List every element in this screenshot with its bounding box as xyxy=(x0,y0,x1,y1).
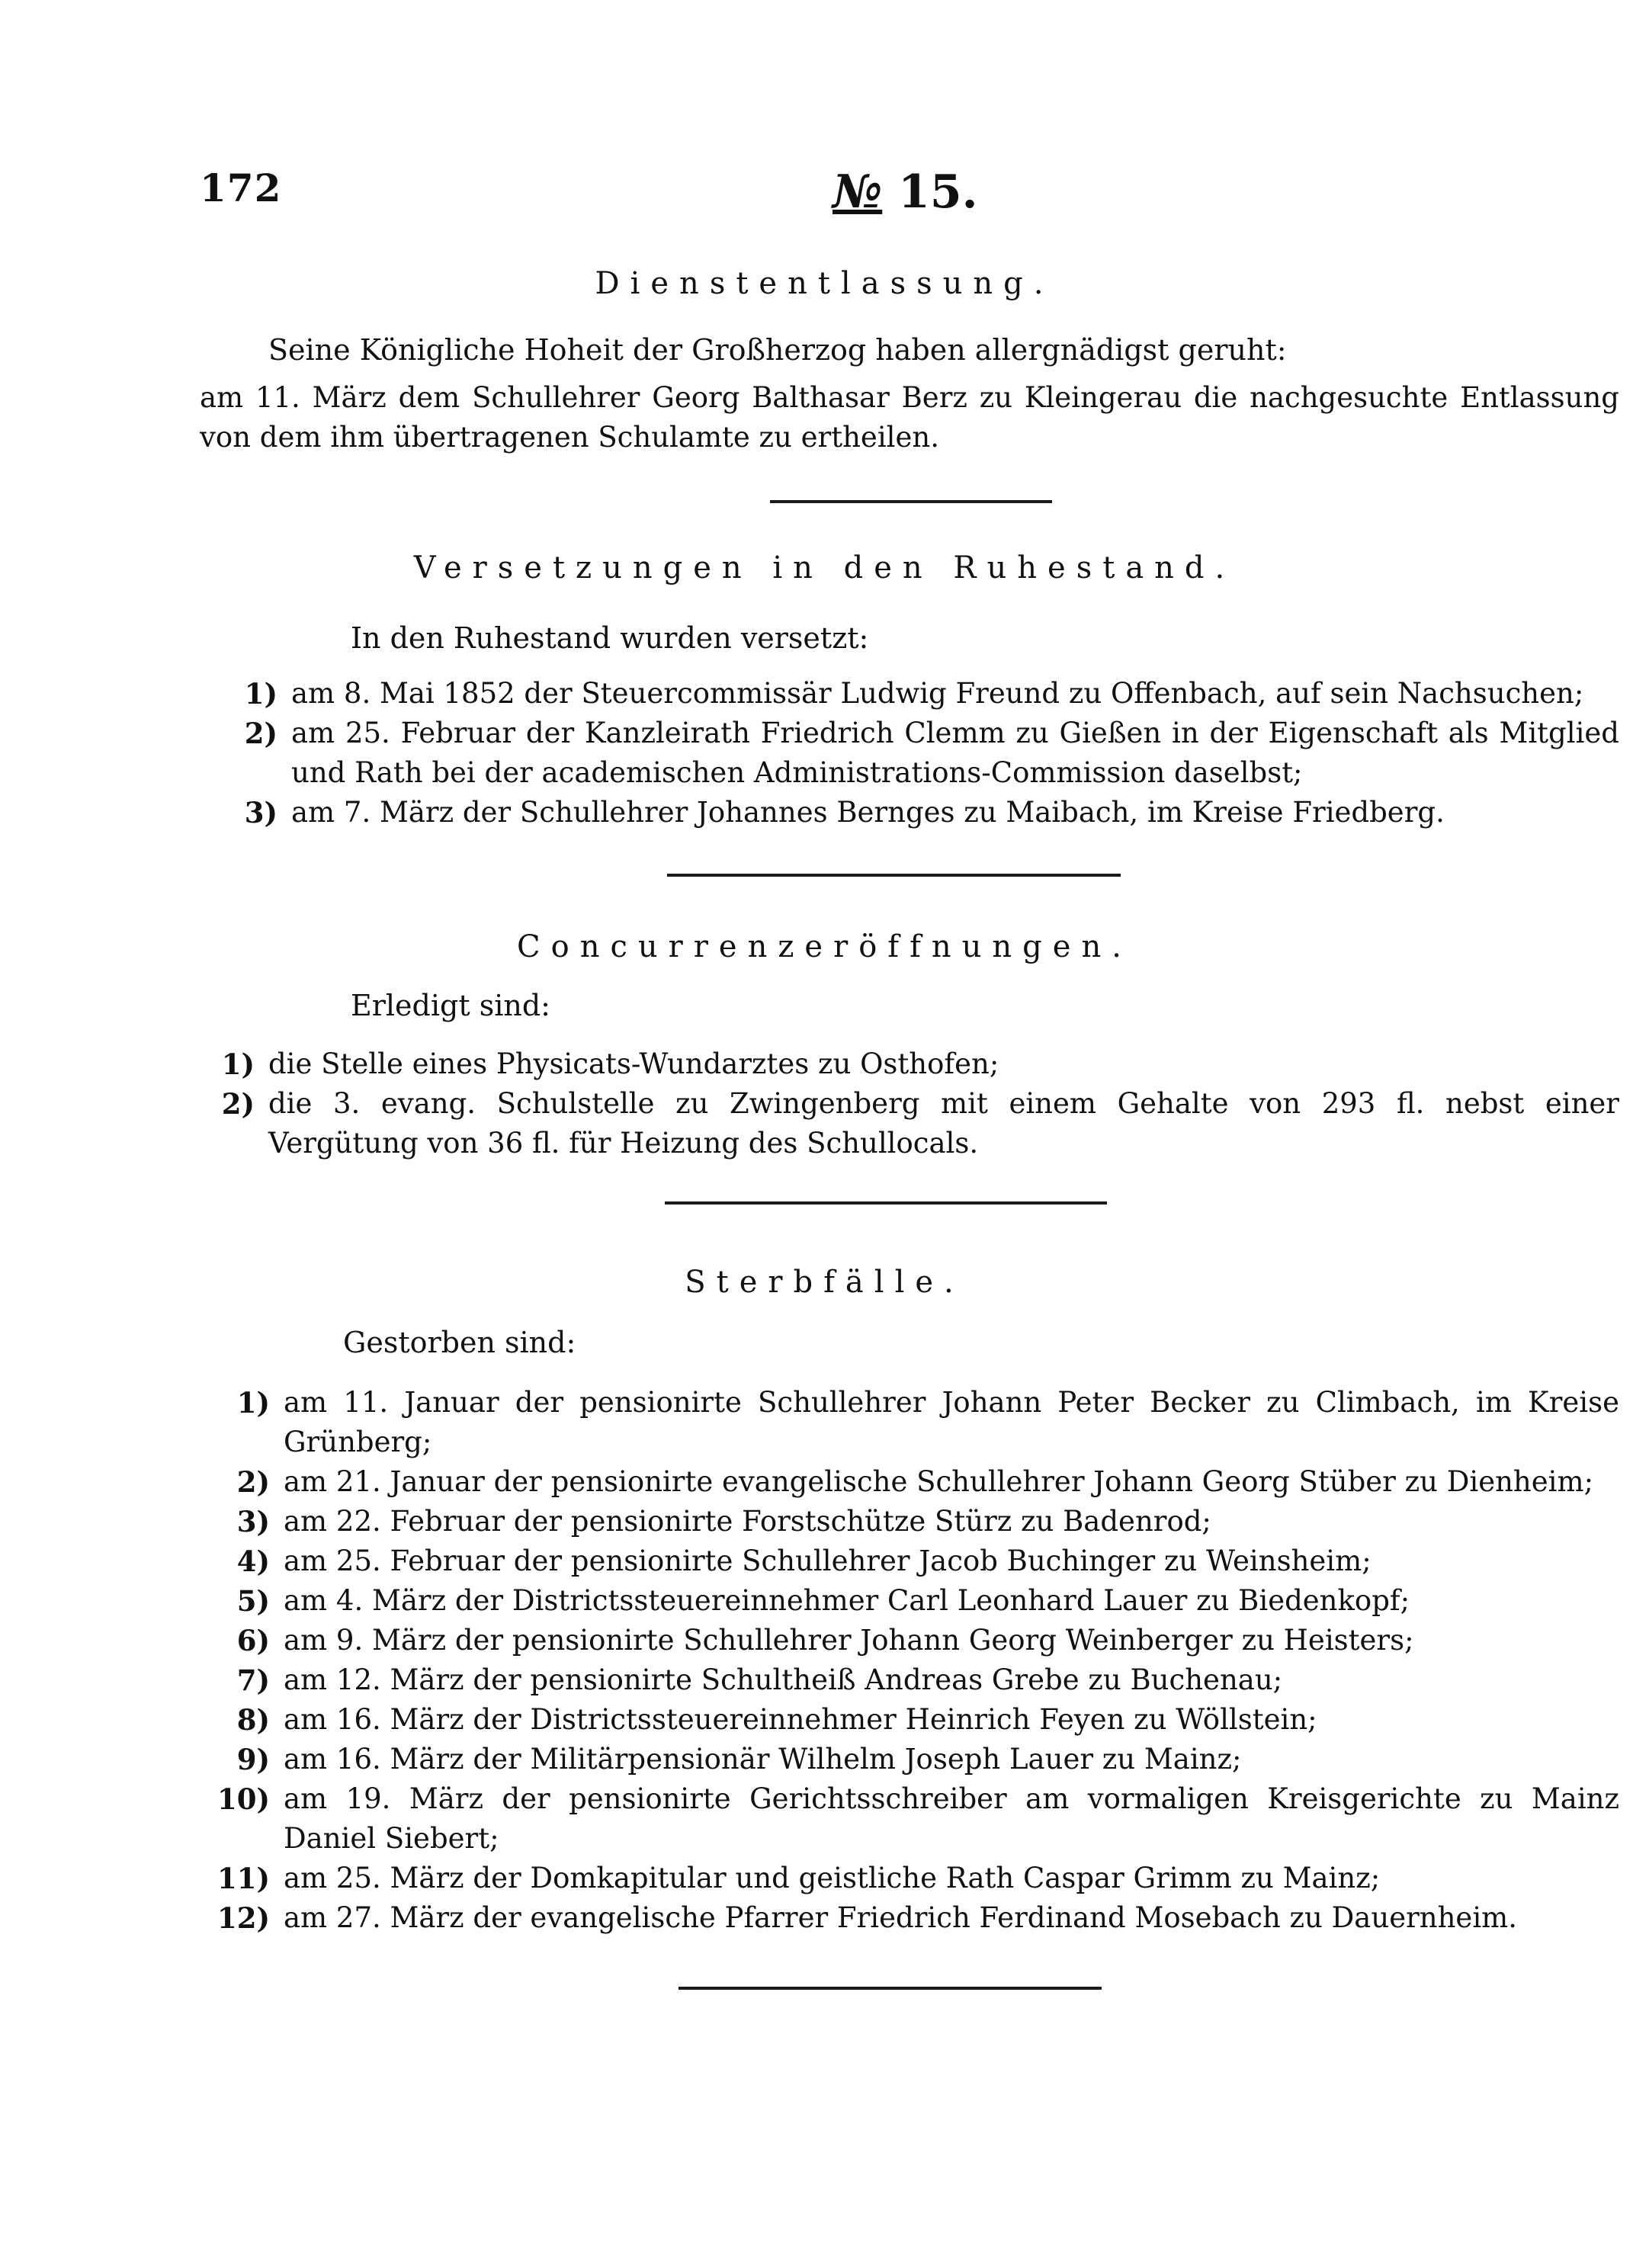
section-title-concurrenz: Concurrenzeröffnungen. xyxy=(517,929,1132,964)
issue-number-value: 15. xyxy=(898,165,978,219)
list-item-number: 9) xyxy=(236,1743,270,1776)
list-item xyxy=(221,1084,1619,1163)
list-item-number: 6) xyxy=(236,1624,270,1657)
list-item-text: am 7. März der Schullehrer Johannes Bernges zu Maibach, im Kreise Friedberg. xyxy=(291,796,1445,829)
list-item-number: 8) xyxy=(236,1703,270,1737)
section-lead-concurrenz: Erledigt sind: xyxy=(351,989,550,1022)
list-item xyxy=(236,1462,1619,1502)
list-item xyxy=(244,714,1619,793)
list-item-number: 2) xyxy=(236,1465,270,1499)
list-item-text: am 25. März der Domkapitular und geistliche Rath Caspar Grimm zu Mainz; xyxy=(284,1862,1381,1894)
list-item-text: die 3. evang. Schulstelle zu Zwingenberg mit einem Gehalte von 293 fl. nebst einer Vergütung von 36 fl. für Heizung des Schullocals. xyxy=(268,1087,1619,1160)
list-item-number: 2) xyxy=(221,1087,255,1121)
list-item-number: 3) xyxy=(236,1505,270,1538)
list-item xyxy=(236,1660,1619,1700)
list-item-text: am 21. Januar der pensionirte evangelische Schullehrer Johann Georg Stüber zu Dienheim; xyxy=(284,1465,1594,1498)
section-divider xyxy=(770,500,1052,503)
section-lead-sterbfaelle: Gestorben sind: xyxy=(343,1326,576,1359)
list-item-number: 1) xyxy=(244,677,278,711)
list-item-text: am 12. März der pensionirte Schultheiß Andreas Grebe zu Buchenau; xyxy=(284,1663,1283,1696)
list-item xyxy=(217,1898,1619,1938)
section-paragraph-dienstentlassung: am 11. März dem Schullehrer Georg Balthasar Berz zu Kleingerau die nachgesuchte Entlassung von dem ihm übertragenen Schulamte zu ertheilen. xyxy=(200,381,1619,454)
list-item-number: 4) xyxy=(236,1545,270,1578)
list-item-text: die Stelle eines Physicats-Wundarztes zu Osthofen; xyxy=(268,1047,999,1080)
section-title-dienstentlassung: Dienstentlassung. xyxy=(595,266,1054,301)
page-number: 172 xyxy=(200,165,282,210)
section-title-ruhestand: Versetzungen in den Ruhestand. xyxy=(413,550,1236,585)
list-item xyxy=(217,1779,1619,1859)
section-lead-ruhestand: In den Ruhestand wurden versetzt: xyxy=(351,621,869,655)
list-item xyxy=(236,1383,1619,1462)
list-item-number: 7) xyxy=(236,1663,270,1697)
list-item-text: am 11. Januar der pensionirte Schullehrer Johann Peter Becker zu Climbach, im Kreise Grünberg; xyxy=(284,1386,1619,1458)
list-item-text: am 8. Mai 1852 der Steuercommissär Ludwig Freund zu Offenbach, auf sein Nachsuchen; xyxy=(291,677,1584,710)
list-item xyxy=(217,1859,1619,1898)
list-item-text: am 16. März der Militärpensionär Wilhelm Joseph Lauer zu Mainz; xyxy=(284,1743,1242,1776)
section-divider xyxy=(679,1987,1102,1990)
issue-sign: № xyxy=(833,165,883,219)
list-item xyxy=(236,1621,1619,1660)
list-item xyxy=(244,674,1619,714)
section-divider xyxy=(667,874,1121,877)
section-lead-dienstentlassung: Seine Königliche Hoheit der Großherzog haben allergnädigst geruht: xyxy=(268,333,1287,367)
list-item xyxy=(236,1502,1619,1541)
list-item-number: 12) xyxy=(217,1901,270,1935)
list-item-text: am 27. März der evangelische Pfarrer Friedrich Ferdinand Mosebach zu Dauernheim. xyxy=(284,1901,1518,1934)
list-item xyxy=(236,1740,1619,1779)
list-item xyxy=(236,1700,1619,1740)
list-item-text: am 25. Februar der Kanzleirath Friedrich Clemm zu Gießen in der Eigenschaft als Mitglied und Rath bei der academischen Administrations-Commission daselbst; xyxy=(291,717,1619,789)
list-item xyxy=(236,1581,1619,1621)
list-item-number: 10) xyxy=(217,1782,270,1816)
list-item-text: am 19. März der pensionirte Gerichtsschreiber am vormaligen Kreisgerichte zu Mainz Daniel Siebert; xyxy=(284,1782,1619,1855)
issue-number xyxy=(833,165,978,219)
section-title-sterbfaelle: Sterbfälle. xyxy=(685,1265,964,1300)
list-item-text: am 4. März der Districtssteuereinnehmer Carl Leonhard Lauer zu Biedenkopf; xyxy=(284,1584,1410,1617)
list-item-number: 1) xyxy=(221,1047,255,1081)
list-item-text: am 25. Februar der pensionirte Schullehrer Jacob Buchinger zu Weinsheim; xyxy=(284,1545,1371,1577)
list-item-number: 2) xyxy=(244,717,278,750)
list-item-number: 5) xyxy=(236,1584,270,1618)
list-item-number: 11) xyxy=(217,1862,270,1895)
list-item xyxy=(221,1044,1619,1084)
list-item-text: am 22. Februar der pensionirte Forstschütze Stürz zu Badenrod; xyxy=(284,1505,1211,1538)
section-divider xyxy=(665,1201,1107,1205)
list-item-text: am 16. März der Districtssteuereinnehmer Heinrich Feyen zu Wöllstein; xyxy=(284,1703,1317,1736)
list-item-number: 3) xyxy=(244,796,278,829)
list-item xyxy=(236,1541,1619,1581)
list-item-text: am 9. März der pensionirte Schullehrer Johann Georg Weinberger zu Heisters; xyxy=(284,1624,1414,1657)
list-item xyxy=(244,793,1619,832)
list-item-number: 1) xyxy=(236,1386,270,1420)
